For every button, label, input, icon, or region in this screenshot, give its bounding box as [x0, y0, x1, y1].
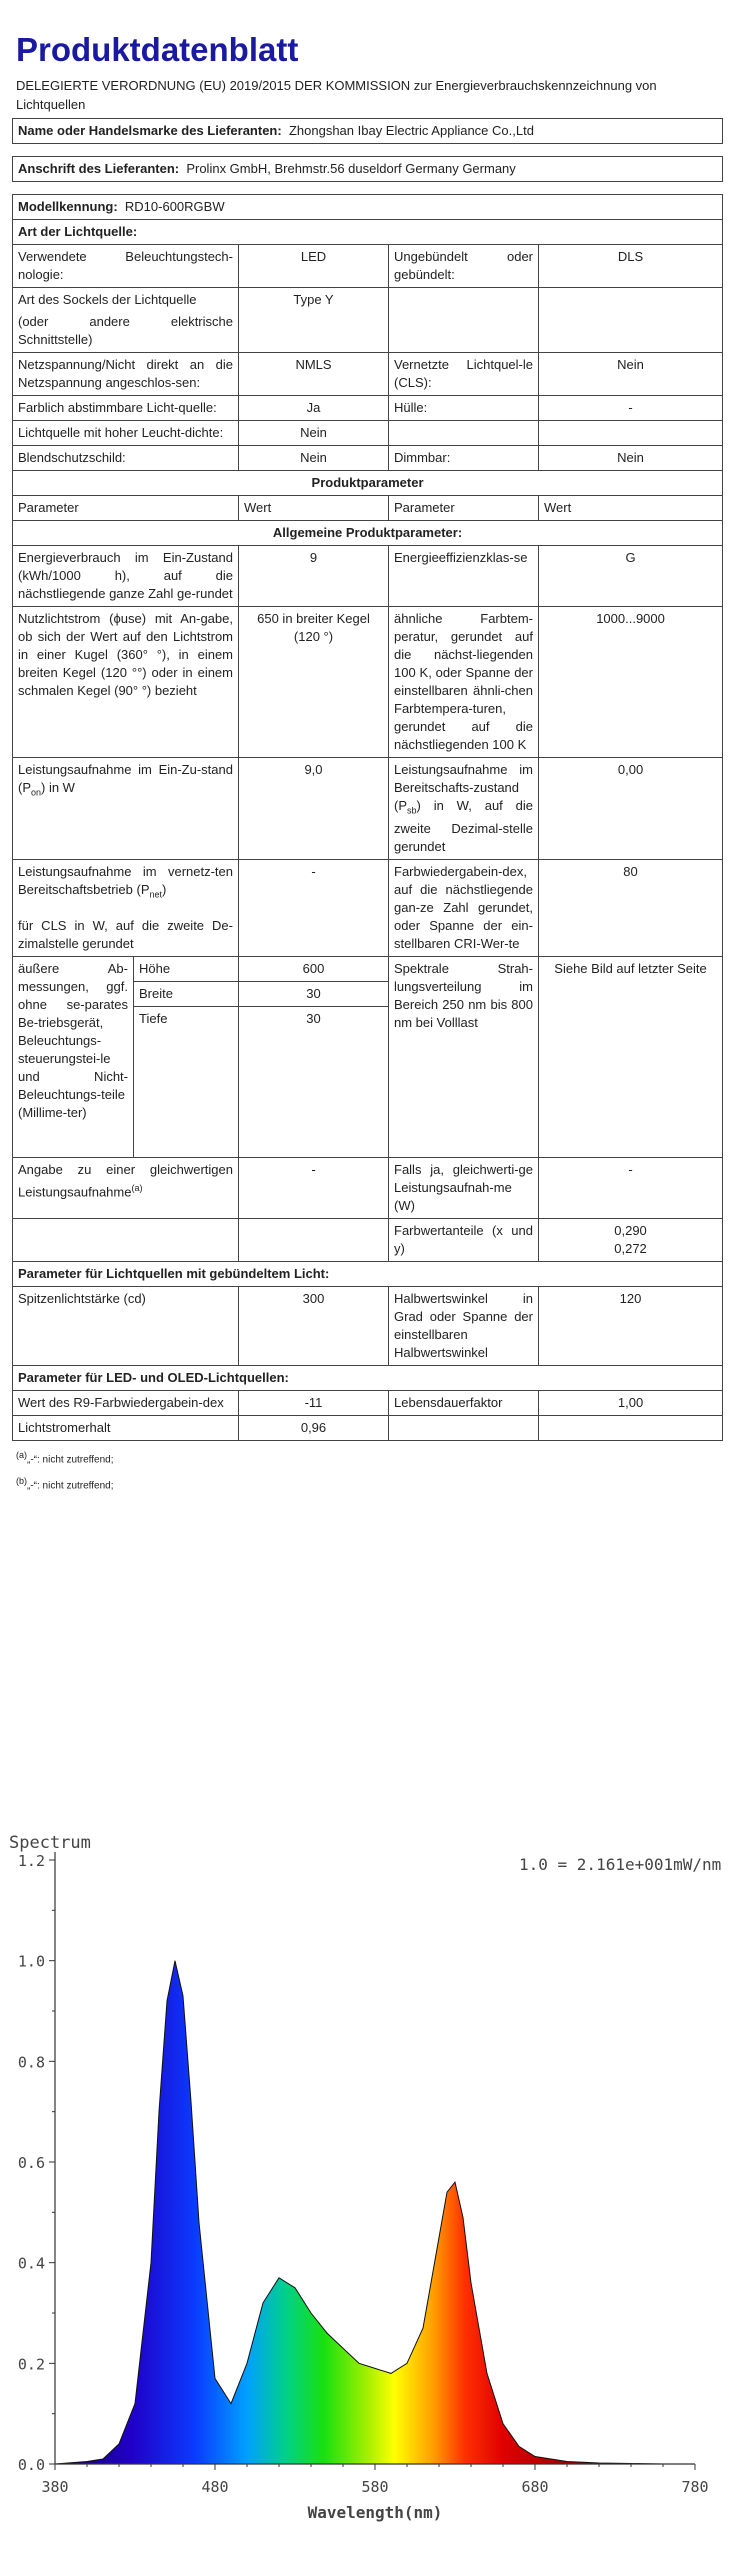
energy-consumption-label: Energieverbrauch im Ein-Zustand (kWh/1000 h), auf die nächstliegende ganze Zahl ge-rundet: [13, 546, 239, 607]
model-row: [13, 195, 723, 220]
cct-label: ähnliche Farbtem-peratur, gerundet auf die nächst-liegenden 100 K, oder Spanne der einstellbaren ähnli-chen Farbtempera-turen, gerundet auf die nächstliegenden 100 K: [389, 607, 539, 758]
on-mode-power-value: 9,0: [239, 758, 389, 860]
beam-angle-value: 120: [539, 1287, 723, 1366]
col-param-header: Parameter: [13, 496, 239, 521]
envelope-value: -: [539, 396, 723, 421]
col-value-header-2: Wert: [539, 496, 723, 521]
glare-label: Blendschutzschild:: [13, 446, 239, 471]
depth-label: Tiefe: [134, 1007, 239, 1158]
mains-label: Netzspannung/Nicht direkt an die Netzspannung angeschlos-sen:: [13, 353, 239, 396]
width-label: Breite: [134, 982, 239, 1007]
directional-heading: Parameter für Lichtquellen mit gebündeltem Licht:: [13, 1262, 723, 1287]
y-tick-label: 0.6: [17, 2154, 45, 2172]
height-label: Höhe: [134, 957, 239, 982]
datasheet: [12, 0, 722, 1496]
y-tick-label: 0.4: [17, 2254, 45, 2273]
energy-consumption-value: 9: [239, 546, 389, 607]
spectrum-chart: [9, 1810, 725, 2550]
mains-value: NMLS: [239, 353, 389, 396]
equivalent-power-w-label: Falls ja, gleichwerti-ge Leistungsaufnah-me (W): [389, 1158, 539, 1219]
socket-label-note: (oder andere elektrische Schnittstelle): [18, 314, 233, 347]
depth-value: 30: [239, 1007, 389, 1158]
dimmable-value: Nein: [539, 446, 723, 471]
address-value: Prolinx GmbH, Brehmstr.56 duseldorf Germany Germany: [186, 161, 516, 176]
on-mode-power-label: Leistungsaufnahme im Ein-Zu-stand $(P_{on})$ in W: [13, 758, 239, 860]
y-tick-label: 0.2: [17, 2355, 45, 2374]
cls-value: Nein: [539, 353, 723, 396]
cri-value: 80: [539, 859, 723, 957]
chromaticity-label: Farbwertanteile (x und y): [389, 1219, 539, 1262]
chromaticity-value: [539, 1219, 723, 1262]
equivalent-power-w-value: -: [539, 1158, 723, 1219]
lumen-maintenance-label: Lichtstromerhalt: [13, 1416, 239, 1441]
color-tunable-label: Farblich abstimmbare Licht-quelle:: [13, 396, 239, 421]
supplier-value: Zhongshan Ibay Electric Appliance Co.,Ltd: [288, 123, 534, 138]
height-value: 600: [239, 957, 389, 982]
general-params-heading: Allgemeine Produktparameter:: [13, 521, 723, 546]
beam-angle-label: Halbwertswinkel in Grad oder Spanne der einstellbaren Halbwertswinkel: [389, 1287, 539, 1366]
lifetime-factor-value: 1,00: [539, 1391, 723, 1416]
model-value: RD10-600RGBW: [124, 199, 225, 214]
supplier-label: Name oder Handelsmarke des Lieferanten:: [18, 123, 282, 138]
socket-label: Art des Sockels der Lichtquelle: [18, 292, 197, 307]
dimensions-label: äußere Ab-messungen, ggf. ohne se-parates Be-triebsgerät, Beleuchtungs-steuerungstei-le und Nicht-Beleuchtungs-teile (Millime-ter): [13, 957, 134, 1158]
x-tick-label: 680: [521, 2478, 549, 2496]
color-tunable-value: Ja: [239, 396, 389, 421]
y-tick-label: 1.2: [17, 1852, 45, 1870]
y-tick-label: 0.0: [17, 2456, 45, 2474]
x-axis-label: Wavelength(nm): [307, 2503, 443, 2522]
equivalent-power-value: -: [239, 1158, 389, 1219]
luminous-flux-label: Nutzlichtstrom (ϕuse) mit An-gabe, ob sich der Wert auf den Lichtstrom in einer Kugel (360° °), in einem breiten Kegel (120 °°) oder in einem schmalen Kegel (90° °) bezieht: [13, 607, 239, 758]
efficiency-class-label: Energieeffizienzklas-se: [389, 546, 539, 607]
spectral-distribution-label: Spektrale Strah-lungsverteilung im Bereich 250 nm bis 800 nm bei Volllast: [389, 957, 539, 1158]
led-params-heading: Parameter für LED- und OLED-Lichtquellen:: [13, 1366, 723, 1391]
y-tick-label: 1.0: [17, 1952, 45, 1971]
supplier-row: [13, 119, 723, 144]
chart-annotation: 1.0 = 2.161e+001mW/nm: [519, 1855, 722, 1874]
networked-standby-value: -: [239, 859, 389, 957]
address-row: [13, 157, 723, 182]
product-params-heading: Produktparameter: [13, 471, 723, 496]
lifetime-factor-label: Lebensdauerfaktor: [389, 1391, 539, 1416]
y-tick-label: 0.8: [17, 2053, 45, 2072]
light-source-heading: Art der Lichtquelle:: [13, 220, 723, 245]
x-tick-label: 780: [681, 2478, 709, 2496]
x-tick-label: 380: [41, 2478, 69, 2496]
lumen-maintenance-value: 0,96: [239, 1416, 389, 1441]
glare-value: Nein: [239, 446, 389, 471]
cls-label: Vernetzte Lichtquel-le (CLS):: [389, 353, 539, 396]
dimmable-label: Dimmbar:: [389, 446, 539, 471]
efficiency-class-value: G: [539, 546, 723, 607]
cct-value: 1000...9000: [539, 607, 723, 758]
socket-value: Type Y: [239, 288, 389, 353]
luminous-flux-value: 650 in breiter Kegel (120 °): [239, 607, 389, 758]
regulation-subtitle: DELEGIERTE VERORDNUNG (EU) 2019/2015 DER KOMMISSION zur Energieverbrauchskennzeichnung von Lichtquellen: [16, 78, 657, 112]
unbundled-value: DLS: [539, 245, 723, 288]
r9-label: Wert des R9-Farbwiedergabein-dex: [13, 1391, 239, 1416]
chart-title: Spectrum: [9, 1833, 91, 1853]
datasheet-table: [12, 118, 723, 1441]
tech-value: LED: [239, 245, 389, 288]
chromaticity-x: 0,290: [614, 1223, 647, 1239]
standby-power-label: Leistungsaufnahme im Bereitschafts-zustand $(P_{sb})$ in W, auf die zweite Dezimal-stelle gerundet: [389, 758, 539, 860]
r9-value: -11: [239, 1391, 389, 1416]
cri-label: Farbwiedergabein-dex, auf die nächstliegende gan-ze Zahl gerundet, oder Spanne der ein-stellbaren CRI-Wer-te: [389, 859, 539, 957]
standby-power-value: 0,00: [539, 758, 723, 860]
page-title: Produktdatenblatt: [16, 31, 299, 68]
x-tick-label: 480: [201, 2478, 229, 2496]
high-luminance-value: Nein: [239, 421, 389, 446]
high-luminance-label: Lichtquelle mit hoher Leucht-dichte:: [13, 421, 239, 446]
footnote-b: $^{(b)}$„-“: nicht zutreffend;: [16, 1475, 114, 1491]
model-label: Modellkennung:: [18, 199, 118, 214]
peak-intensity-value: 300: [239, 1287, 389, 1366]
unbundled-label: Ungebündelt oder gebündelt:: [389, 245, 539, 288]
address-label: Anschrift des Lieferanten:: [18, 161, 180, 176]
width-value: 30: [239, 982, 389, 1007]
spectral-distribution-value: Siehe Bild auf letzter Seite: [539, 957, 723, 1158]
equivalent-power-label: Angabe zu einer gleichwertigen Leistungsaufnahme$^{(a)}$: [13, 1158, 239, 1219]
x-tick-label: 580: [361, 2478, 389, 2496]
envelope-label: Hülle:: [389, 396, 539, 421]
col-param-header-2: Parameter: [389, 496, 539, 521]
footnote-a: $^{(a)}$„-“: nicht zutreffend;: [16, 1450, 114, 1466]
tech-label: Verwendete Beleuchtungstech-nologie:: [13, 245, 239, 288]
col-value-header: Wert: [239, 496, 389, 521]
footnotes: [16, 1445, 722, 1496]
chromaticity-y: 0,272: [614, 1241, 647, 1257]
peak-intensity-label: Spitzenlichtstärke (cd): [13, 1287, 239, 1366]
networked-standby-label: Leistungsaufnahme im vernetz-ten Bereitschaftsbetrieb $(P_{net})$ für CLS in W, auf die zweite De-zimalstelle gerundet: [13, 859, 239, 957]
